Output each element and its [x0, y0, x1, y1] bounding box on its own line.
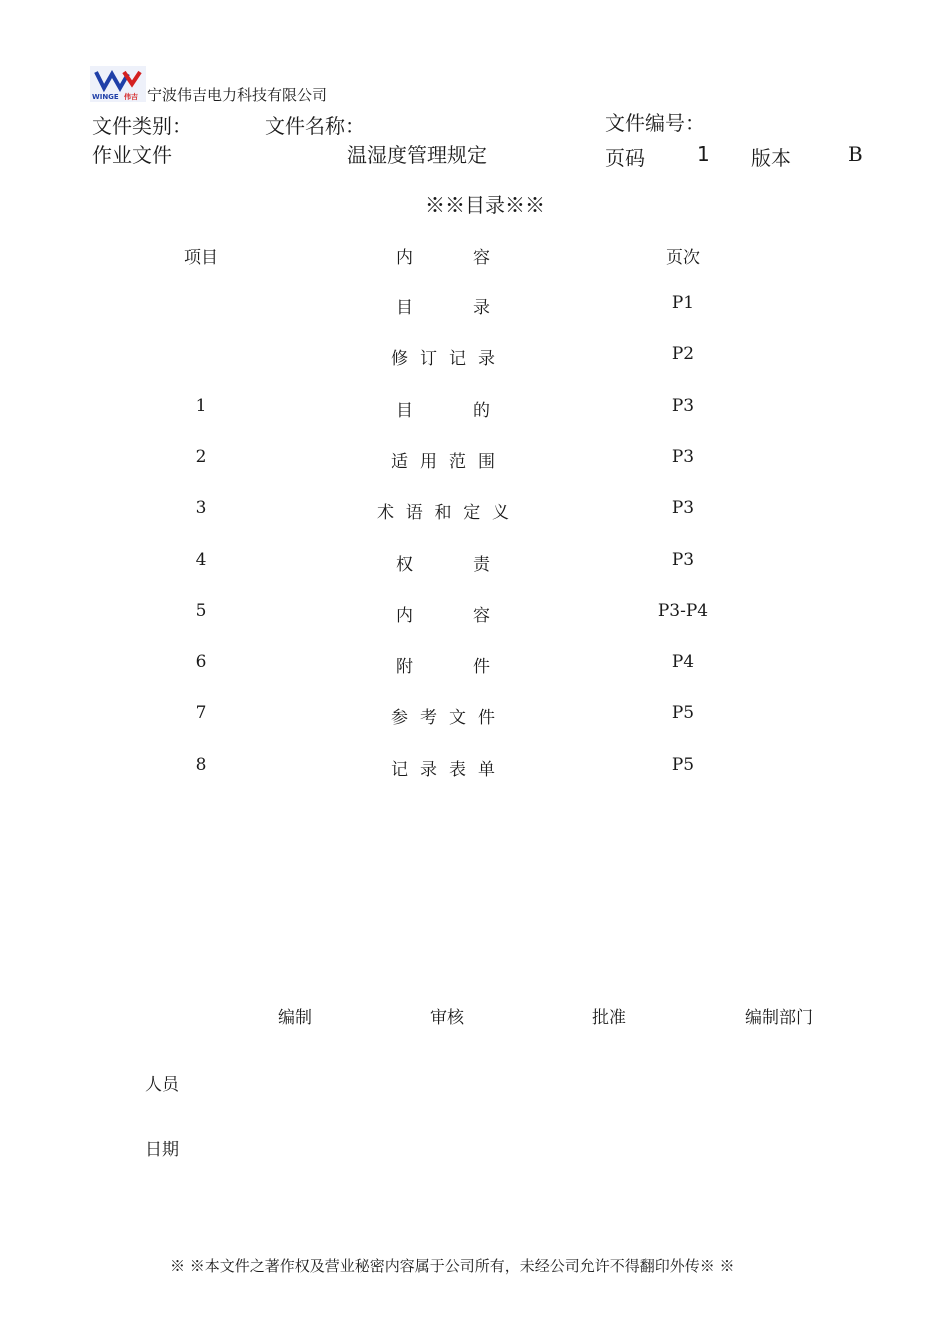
logo-cn-text: 伟吉 [124, 93, 138, 101]
company-name: 宁波伟吉电力科技有限公司 [147, 86, 328, 104]
toc-row-content-char: 单 [478, 760, 495, 780]
toc-row-page: P5 [671, 703, 695, 723]
toc-row-content-char: 范 [449, 452, 466, 472]
version-label: 版本 [751, 146, 791, 170]
toc-row-content [391, 755, 495, 780]
doc-type-value: 作业文件 [92, 143, 172, 167]
toc-row-content [396, 293, 490, 318]
toc-row-content-char: 录 [420, 760, 437, 780]
toc-row-item: 5 [195, 601, 207, 621]
toc-row-content [391, 703, 495, 728]
toc-row-item: 3 [195, 498, 207, 518]
doc-name-value: 温湿度管理规定 [347, 143, 487, 167]
toc-row-content-char: 订 [420, 349, 437, 369]
toc-row-content [396, 652, 490, 677]
toc-row-content-char: 适 [391, 452, 408, 472]
toc-row-content-char: 附 [396, 657, 413, 677]
toc-row-page: P3-P4 [657, 601, 709, 621]
sig-row-date: 日期 [145, 1140, 179, 1160]
toc-row-content-char: 和 [434, 503, 452, 523]
sig-col-approve: 批准 [592, 1008, 626, 1028]
toc-row-item: 2 [195, 447, 207, 467]
toc-row-content-char: 记 [391, 760, 408, 780]
footer-notice: ※ ※本文件之著作权及营业秘密内容属于公司所有，未经公司允许不得翻印外传※ ※ [170, 1257, 735, 1275]
toc-row-content-char: 语 [405, 503, 423, 523]
toc-header-page: 页次 [666, 248, 700, 268]
version-value: B [848, 142, 863, 166]
toc-row-content-char: 内 [396, 606, 413, 626]
toc-row-content-char: 目 [396, 298, 413, 318]
toc-row-content-char: 的 [473, 401, 490, 421]
toc-row-content [396, 396, 490, 421]
toc-row-content-char: 记 [449, 349, 466, 369]
toc-header-content-char: 容 [473, 248, 490, 268]
doc-no-label: 文件编号： [605, 111, 705, 135]
toc-row-item: 7 [195, 703, 207, 723]
toc-row-content-char: 术 [377, 503, 394, 523]
toc-row-content [396, 601, 490, 626]
toc-row-content-char: 文 [449, 708, 466, 728]
toc-row-content [377, 498, 509, 523]
doc-name-label: 文件名称： [265, 114, 365, 138]
toc-row-content [396, 550, 490, 575]
toc-header-content [396, 243, 490, 268]
toc-row-content [391, 344, 495, 369]
toc-row-content-char: 修 [391, 349, 408, 369]
toc-row-content-char: 容 [473, 606, 490, 626]
doc-type-label: 文件类别： [92, 114, 192, 138]
toc-row-page: P3 [671, 498, 695, 518]
toc-row-item: 1 [195, 396, 207, 416]
toc-row-item: 4 [195, 550, 207, 570]
toc-row-content-char: 定 [463, 503, 481, 523]
toc-row-page: P4 [671, 652, 695, 672]
toc-row-page: P3 [671, 447, 695, 467]
company-logo-icon [90, 66, 146, 102]
toc-row-content-char: 权 [396, 555, 413, 575]
toc-row-content-char: 件 [478, 708, 495, 728]
toc-row-content-char: 责 [473, 555, 490, 575]
sig-col-department: 编制部门 [745, 1008, 813, 1028]
toc-row-content-char: 围 [478, 452, 495, 472]
toc-row-page: P3 [671, 396, 695, 416]
toc-row-content-char: 目 [396, 401, 413, 421]
toc-row-content-char: 录 [473, 298, 490, 318]
toc-row-content-char: 义 [492, 503, 509, 523]
toc-header-item: 项目 [184, 248, 218, 268]
logo-text: WINGE [92, 93, 119, 101]
toc-row-item: 6 [195, 652, 207, 672]
toc-row-content-char: 表 [449, 760, 466, 780]
toc-row-content-char: 件 [473, 657, 490, 677]
toc-row-content-char: 用 [420, 452, 437, 472]
page-label: 页码 [605, 146, 645, 170]
toc-row-content-char: 参 [391, 708, 408, 728]
page-value: 1 [697, 142, 710, 166]
toc-row-page: P5 [671, 755, 695, 775]
toc-row-item: 8 [195, 755, 207, 775]
toc-row-page: P3 [671, 550, 695, 570]
toc-header-content-char: 内 [396, 248, 413, 268]
toc-title: ※※目录※※ [425, 193, 545, 217]
toc-row-page: P2 [671, 344, 695, 364]
toc-row-content-char: 考 [420, 708, 437, 728]
sig-col-compile: 编制 [278, 1008, 312, 1028]
sig-col-review: 审核 [430, 1008, 464, 1028]
toc-row-page: P1 [671, 293, 695, 313]
toc-row-content [391, 447, 495, 472]
toc-row-content-char: 录 [478, 349, 495, 369]
sig-row-person: 人员 [145, 1075, 179, 1095]
